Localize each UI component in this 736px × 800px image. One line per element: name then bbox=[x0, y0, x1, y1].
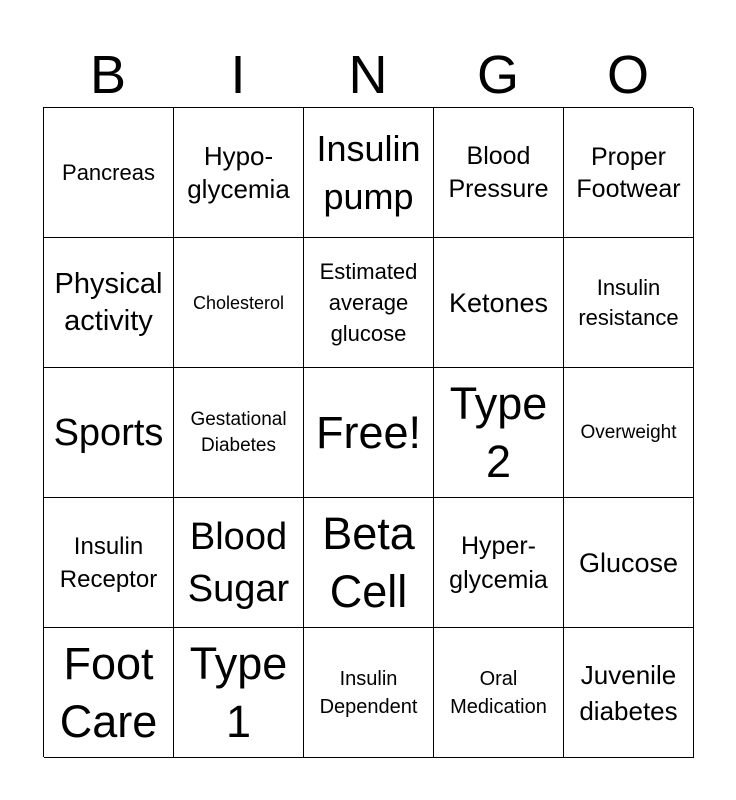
cell-text: Pancreas bbox=[62, 159, 155, 185]
cell-text: Type 2 bbox=[449, 377, 548, 487]
bingo-cell[interactable] bbox=[304, 108, 434, 238]
header-letter-i: I bbox=[230, 45, 246, 105]
cell-text: Insulin Dependent bbox=[319, 667, 418, 718]
bingo-cell[interactable] bbox=[434, 238, 564, 368]
header-letter-o: O bbox=[606, 45, 649, 105]
cell-text: Hyper- glycemia bbox=[449, 531, 548, 594]
cell-text: Juvenile diabetes bbox=[579, 659, 678, 726]
header-letter-n: N bbox=[348, 45, 388, 105]
bingo-cell[interactable] bbox=[564, 108, 694, 238]
cell-text: Type 1 bbox=[189, 637, 288, 747]
bingo-cell[interactable] bbox=[564, 628, 694, 758]
header-letter-g: G bbox=[476, 45, 519, 105]
bingo-cell[interactable] bbox=[174, 498, 304, 628]
bingo-header bbox=[43, 42, 693, 108]
cell-text: Insulin Receptor bbox=[59, 532, 158, 593]
cell-text: Cholesterol bbox=[192, 292, 285, 313]
bingo-cell[interactable] bbox=[564, 368, 694, 498]
bingo-cell[interactable] bbox=[434, 628, 564, 758]
bingo-cell[interactable] bbox=[44, 368, 174, 498]
bingo-cell[interactable] bbox=[174, 108, 304, 238]
cell-text: Proper Footwear bbox=[576, 142, 681, 203]
cell-text: Blood Pressure bbox=[448, 141, 549, 203]
bingo-cell[interactable] bbox=[174, 368, 304, 498]
bingo-cell[interactable] bbox=[434, 368, 564, 498]
cell-text: Foot Care bbox=[59, 637, 158, 747]
cell-text: Overweight bbox=[580, 421, 677, 443]
bingo-cell[interactable] bbox=[174, 628, 304, 758]
free-space[interactable] bbox=[304, 368, 434, 498]
cell-text: Insulin pump bbox=[316, 127, 421, 217]
bingo-cell[interactable] bbox=[44, 628, 174, 758]
cell-text: Hypo- glycemia bbox=[187, 140, 290, 204]
cell-text: Beta Cell bbox=[322, 507, 415, 617]
bingo-cell[interactable] bbox=[304, 498, 434, 628]
cell-text: Gestational Diabetes bbox=[190, 408, 287, 456]
bingo-cell[interactable] bbox=[434, 108, 564, 238]
cell-text: Physical activity bbox=[54, 267, 163, 337]
bingo-cell[interactable] bbox=[304, 238, 434, 368]
bingo-cell[interactable] bbox=[304, 628, 434, 758]
bingo-cell[interactable] bbox=[564, 238, 694, 368]
cell-text: Sports bbox=[53, 411, 164, 454]
cell-text: Ketones bbox=[448, 287, 549, 318]
bingo-board bbox=[43, 107, 693, 757]
bingo-cell[interactable] bbox=[44, 498, 174, 628]
header-letter-b: B bbox=[89, 45, 127, 105]
bingo-cell[interactable] bbox=[44, 238, 174, 368]
cell-text: Glucose bbox=[578, 547, 679, 578]
cell-text: Estimated average glucose bbox=[319, 259, 418, 346]
bingo-cell[interactable] bbox=[174, 238, 304, 368]
bingo-cell[interactable] bbox=[44, 108, 174, 238]
cell-text: Free! bbox=[315, 406, 422, 458]
bingo-cell[interactable] bbox=[434, 498, 564, 628]
cell-text: Oral Medication bbox=[450, 667, 547, 718]
cell-text: Blood Sugar bbox=[187, 515, 290, 610]
cell-text: Insulin resistance bbox=[578, 274, 679, 330]
bingo-cell[interactable] bbox=[564, 498, 694, 628]
